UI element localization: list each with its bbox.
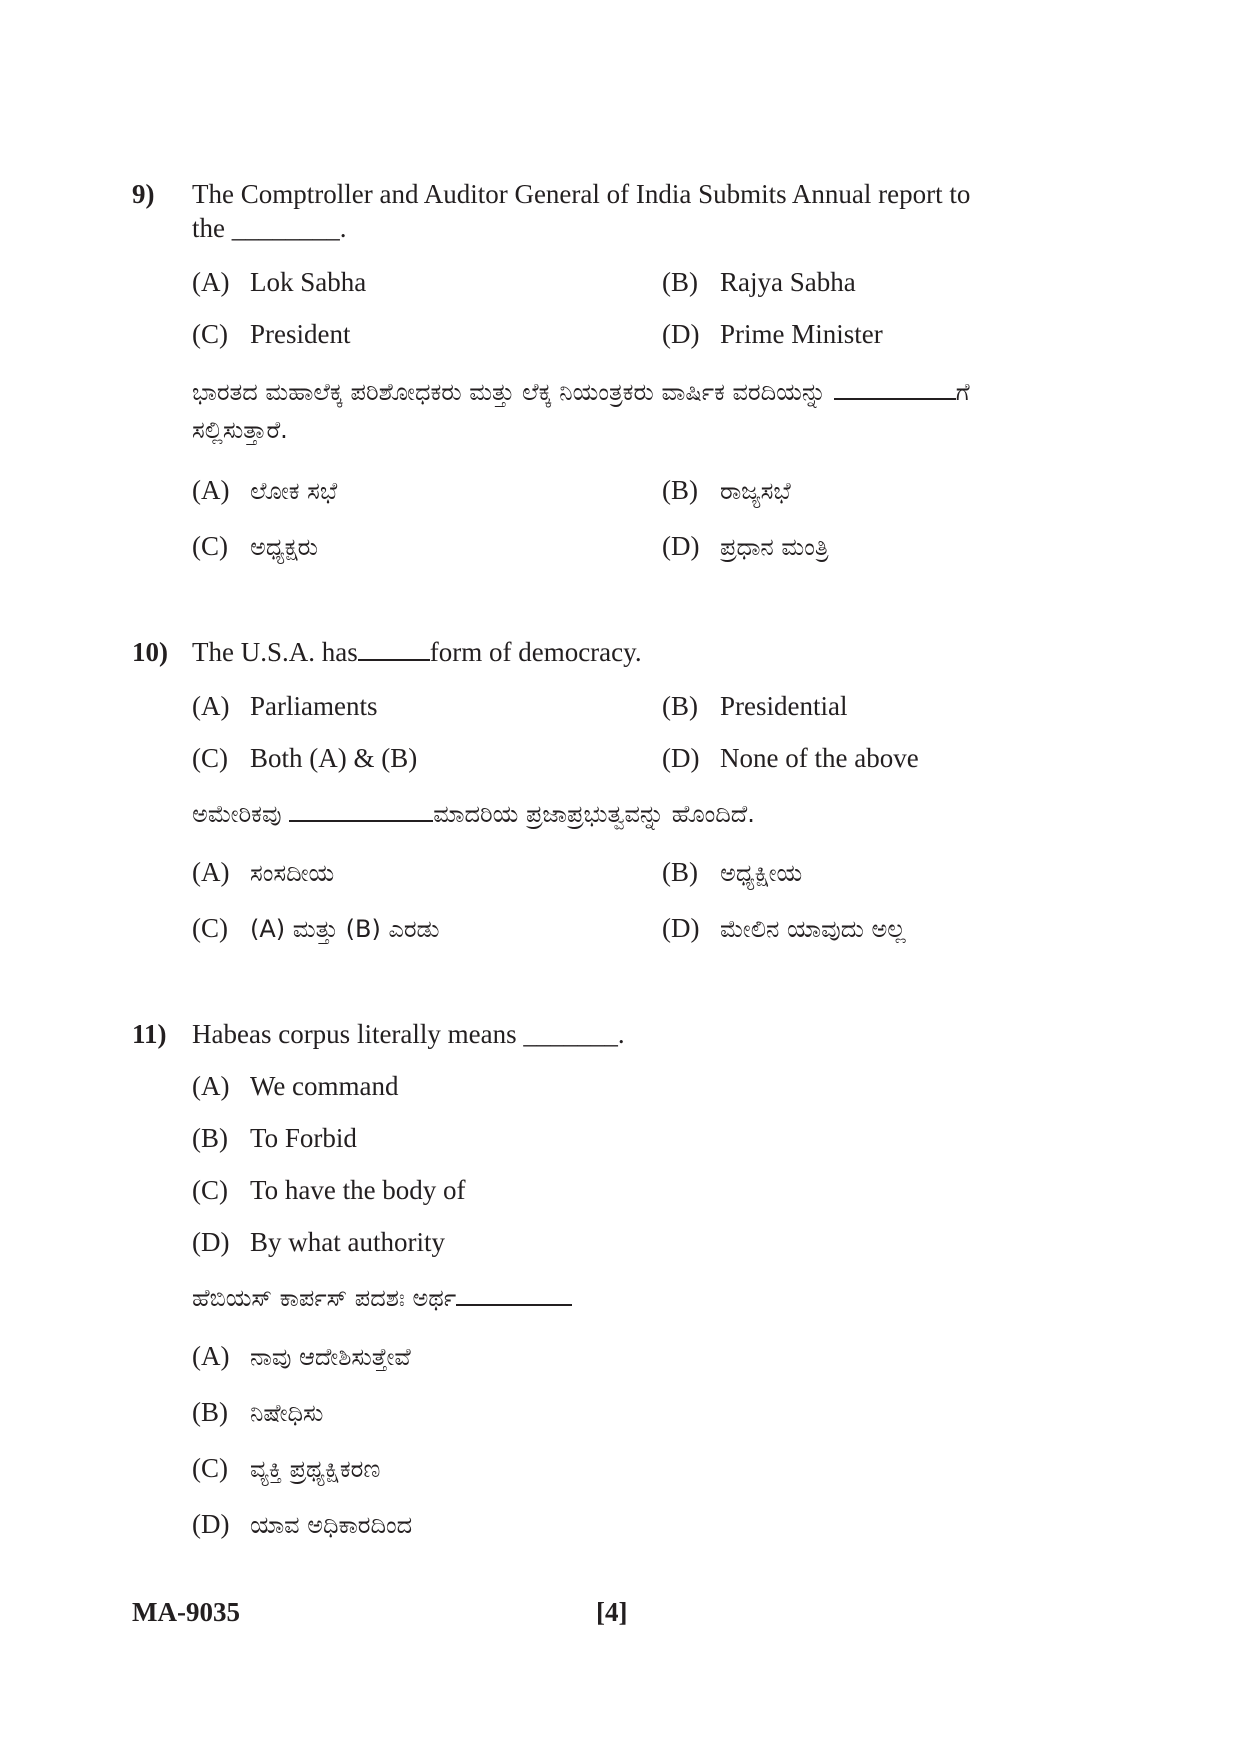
option-d (662, 530, 829, 563)
option-label: (A) (192, 1071, 230, 1101)
option-c (192, 318, 351, 350)
option-text: President (250, 319, 351, 349)
kannada-suffix: ಗೆ (955, 378, 970, 406)
option-b (662, 474, 791, 507)
option-label: (C) (192, 531, 228, 561)
question-number: 10) (132, 637, 168, 667)
kannada-text: ಅಮೇರಿಕವು (192, 800, 282, 828)
option-label: (C) (192, 1175, 228, 1205)
option-text: Both (A) & (B) (250, 743, 418, 773)
question-text-part: The U.S.A. has (192, 637, 358, 667)
option-a (192, 1340, 411, 1373)
option-c (192, 912, 439, 945)
option-label: (D) (662, 743, 700, 773)
option-text: ಅಧ್ಯಕ್ಷರು (250, 533, 318, 561)
answer-blank (834, 378, 956, 400)
option-text: Presidential (720, 691, 848, 721)
question-text-kannada (192, 1282, 572, 1314)
option-d (192, 1226, 445, 1258)
option-b (662, 856, 802, 889)
option-label: (B) (662, 475, 698, 505)
option-a (192, 690, 377, 722)
option-a (192, 474, 337, 507)
option-text: (A) ಮತ್ತು (B) ಎರಡು (250, 915, 440, 943)
question-text-part: form of democracy. (429, 637, 642, 667)
option-text: Rajya Sabha (720, 267, 856, 297)
option-label: (A) (192, 267, 230, 297)
option-text: Parliaments (250, 691, 378, 721)
option-text: ಸಂಸದೀಯ (250, 859, 335, 887)
question-text (192, 636, 642, 668)
option-b (662, 266, 856, 298)
question-text-kannada (192, 798, 755, 830)
option-text: ನಿಷೇಧಿಸು (250, 1399, 324, 1427)
option-label: (C) (192, 913, 228, 943)
kannada-text: ಹೆಬಿಯಸ್ ಕಾರ್ಪಸ್ ಪದಶಃ ಅರ್ಥ (192, 1284, 457, 1312)
question-number: 11) (132, 1019, 167, 1049)
option-label: (B) (662, 691, 698, 721)
page-number: [4] (596, 1597, 628, 1627)
kannada-text: ಭಾರತದ ಮಹಾಲೆಕ್ಕ ಪರಿಶೋಧಕರು ಮತ್ತು ಲೆಕ್ಕ ನಿಯಂತ್ರಕರು ವಾರ್ಷಿಕ ವರದಿಯನ್ನು (192, 378, 827, 406)
option-label: (C) (192, 743, 228, 773)
option-c (192, 1452, 380, 1485)
option-text: ನಾವು ಆದೇಶಿಸುತ್ತೇವೆ (250, 1343, 411, 1371)
option-text: ರಾಜ್ಯಸಭೆ (720, 477, 791, 505)
option-text: ಲೋಕ ಸಭೆ (250, 477, 338, 505)
option-text: ಮೇಲಿನ ಯಾವುದು ಅಲ್ಲ (720, 915, 906, 943)
option-c (192, 742, 417, 774)
option-c (192, 1174, 466, 1206)
answer-blank (456, 1284, 572, 1306)
option-a (192, 1070, 399, 1102)
option-a (192, 266, 366, 298)
option-text: Prime Minister (720, 319, 883, 349)
option-text: By what authority (250, 1227, 445, 1257)
option-text: Lok Sabha (250, 267, 367, 297)
option-label: (C) (192, 1453, 228, 1483)
option-a (192, 856, 334, 889)
option-label: (B) (192, 1123, 228, 1153)
option-text: We command (250, 1071, 399, 1101)
option-label: (D) (662, 531, 700, 561)
option-label: (C) (192, 319, 228, 349)
option-d (192, 1508, 412, 1541)
option-text: ಯಾವ ಅಧಿಕಾರದಿಂದ (250, 1511, 413, 1539)
option-label: (A) (192, 1341, 230, 1371)
option-d (662, 318, 883, 350)
question-text-kannada: ಸಲ್ಲಿಸುತ್ತಾರೆ. (192, 416, 288, 444)
question-text: Habeas corpus literally means _______. (192, 1019, 625, 1049)
option-label: (D) (662, 319, 700, 349)
question-text: the ________. (192, 213, 347, 243)
question-text-kannada (192, 376, 970, 408)
option-d (662, 742, 919, 774)
option-b (662, 690, 847, 722)
option-text: To have the body of (250, 1175, 466, 1205)
option-label: (B) (662, 857, 698, 887)
option-text: ಅಧ್ಯಕ್ಷೀಯ (720, 859, 803, 887)
option-text: ವ್ಯಕ್ತಿ ಪ್ರಥ್ಯಕ್ಷಿಕರಣ (250, 1455, 381, 1483)
option-b (192, 1122, 357, 1154)
paper-code: MA-9035 (132, 1597, 240, 1627)
option-label: (D) (662, 913, 700, 943)
option-text: None of the above (720, 743, 919, 773)
option-b (192, 1396, 323, 1429)
answer-blank (358, 639, 430, 661)
answer-blank (289, 800, 433, 822)
option-label: (A) (192, 691, 230, 721)
option-text: ಪ್ರಧಾನ ಮಂತ್ರಿ (720, 533, 829, 561)
option-label: (D) (192, 1509, 230, 1539)
option-label: (A) (192, 475, 230, 505)
option-c (192, 530, 318, 563)
option-d (662, 912, 906, 945)
option-label: (B) (192, 1397, 228, 1427)
option-label: (A) (192, 857, 230, 887)
kannada-text: ಮಾದರಿಯ ಪ್ರಜಾಪ್ರಭುತ್ವವನ್ನು ಹೊಂದಿದೆ. (433, 800, 755, 828)
option-label: (D) (192, 1227, 230, 1257)
option-text: To Forbid (250, 1123, 357, 1153)
question-number: 9) (132, 179, 155, 209)
option-label: (B) (662, 267, 698, 297)
question-text: The Comptroller and Auditor General of India Submits Annual report to (192, 179, 971, 209)
